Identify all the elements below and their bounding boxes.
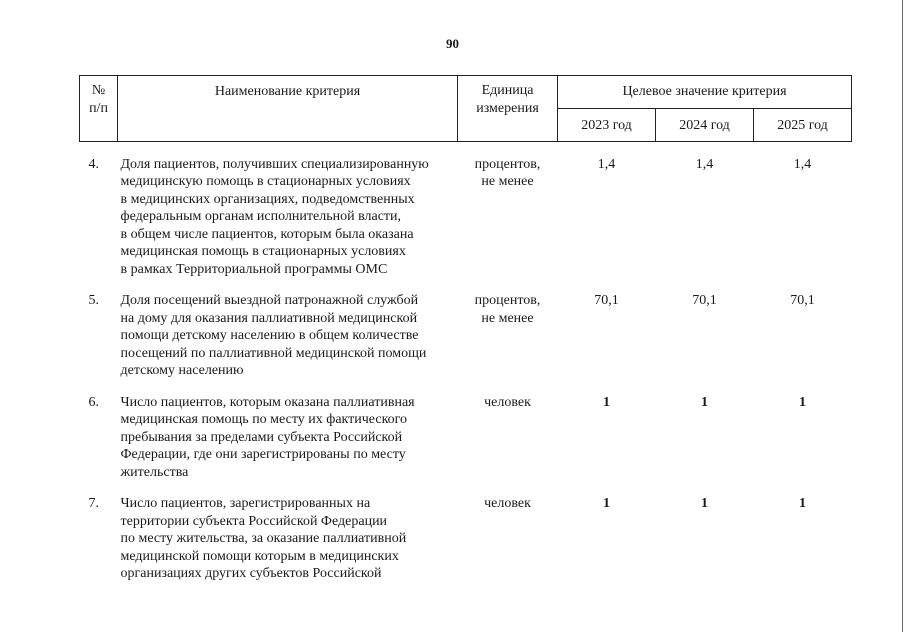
value-2024: 1,4 bbox=[695, 156, 714, 172]
criterion-name-line: в общем числе пациентов, которым была оказана bbox=[120, 226, 414, 242]
table-row bbox=[80, 156, 852, 279]
criterion-name-line: Доля посещений выездной патронажной службой bbox=[120, 293, 419, 308]
criterion-name bbox=[118, 292, 458, 380]
unit-line: процентов, bbox=[474, 293, 541, 308]
criteria-table bbox=[79, 75, 852, 583]
row-number: 7. bbox=[88, 496, 99, 511]
criterion-name-line: федеральным органам исполнительной власти, bbox=[120, 209, 402, 224]
value-2023: 70,1 bbox=[594, 293, 619, 308]
value-2025: 70,1 bbox=[790, 293, 815, 308]
criterion-name-line: Федерации, где они зарегистрированы по месту bbox=[120, 447, 406, 462]
criterion-name-line: Число пациентов, которым оказана паллиативная bbox=[120, 394, 415, 410]
row-number: 4. bbox=[88, 156, 99, 172]
criterion-name-line: пребывания за пределами субъекта Российской bbox=[120, 429, 403, 445]
unit-line: не менее bbox=[481, 174, 534, 189]
value-2024: 1 bbox=[701, 496, 708, 511]
page-number: 90 bbox=[446, 36, 459, 51]
header-year-2025: 2025 год bbox=[754, 109, 852, 142]
criterion-name-line: территории субъекта Российской Федерации bbox=[120, 513, 388, 529]
criterion-name-line: организациях других субъектов Российской bbox=[120, 566, 382, 581]
header-target: Целевое значение критерия bbox=[558, 76, 852, 109]
row-spacer bbox=[80, 141, 852, 156]
value-2023: 1 bbox=[603, 496, 610, 511]
criterion-name-line: Число пациентов, зарегистрированных на bbox=[120, 496, 371, 511]
criterion-name-line: по месту жительства, за оказание паллиативной bbox=[120, 531, 407, 546]
criterion-name-line: медицинской помощи которым в медицинских bbox=[120, 548, 399, 564]
table-row bbox=[80, 495, 852, 583]
value-2024: 1 bbox=[701, 394, 708, 410]
row-spacer bbox=[80, 278, 852, 292]
header-name: Наименование критерия bbox=[118, 76, 458, 142]
criterion-name-line: в медицинских организациях, подведомственных bbox=[120, 191, 415, 207]
header-num: № п/п bbox=[80, 76, 118, 142]
unit-cell bbox=[458, 292, 558, 380]
row-number: 6. bbox=[88, 394, 99, 410]
criterion-name bbox=[118, 394, 458, 482]
unit-cell bbox=[458, 156, 558, 279]
page-edge-line bbox=[902, 0, 903, 632]
criterion-name-line: в рамках Территориальной программы ОМС bbox=[120, 261, 388, 277]
header-year-2024: 2024 год bbox=[656, 109, 754, 142]
header-year-2023: 2023 год bbox=[558, 109, 656, 142]
table-header bbox=[80, 76, 852, 142]
criterion-name-line: жительства bbox=[120, 464, 189, 480]
unit-cell bbox=[458, 495, 558, 583]
criterion-name bbox=[118, 495, 458, 583]
criterion-name-line: медицинскую помощь в стационарных условиях bbox=[120, 174, 411, 189]
table-row bbox=[80, 292, 852, 380]
criterion-name-line: медицинская помощь в стационарных условиях bbox=[120, 244, 406, 259]
criterion-name-line: Доля пациентов, получивших специализированную bbox=[120, 156, 429, 172]
value-2025: 1,4 bbox=[793, 156, 812, 172]
value-2024: 70,1 bbox=[692, 293, 717, 308]
criterion-name-line: медицинская помощь по месту их фактического bbox=[120, 412, 408, 427]
unit-line: не менее bbox=[481, 310, 534, 326]
header-unit: Единица измерения bbox=[458, 76, 558, 142]
unit-line: процентов, bbox=[474, 156, 541, 172]
row-number: 5. bbox=[88, 293, 99, 308]
value-2023: 1 bbox=[603, 394, 610, 410]
criterion-name-line: на дому для оказания паллиативной медицинской bbox=[120, 310, 418, 326]
value-2025: 1 bbox=[799, 394, 806, 410]
criterion-name-line: детскому населению bbox=[120, 363, 244, 378]
criterion-name-line: помощи детскому населению в общем количестве bbox=[120, 328, 419, 343]
unit-line: человек bbox=[484, 496, 531, 511]
row-spacer bbox=[80, 380, 852, 394]
value-2025: 1 bbox=[799, 496, 806, 511]
criterion-name-line: посещений по паллиативной медицинской помощи bbox=[120, 345, 427, 361]
table-row bbox=[80, 394, 852, 482]
value-2023: 1,4 bbox=[597, 156, 616, 172]
unit-line: человек bbox=[484, 394, 531, 410]
criterion-name bbox=[118, 156, 458, 279]
unit-cell bbox=[458, 394, 558, 482]
row-spacer bbox=[80, 481, 852, 495]
table-body bbox=[80, 141, 852, 583]
